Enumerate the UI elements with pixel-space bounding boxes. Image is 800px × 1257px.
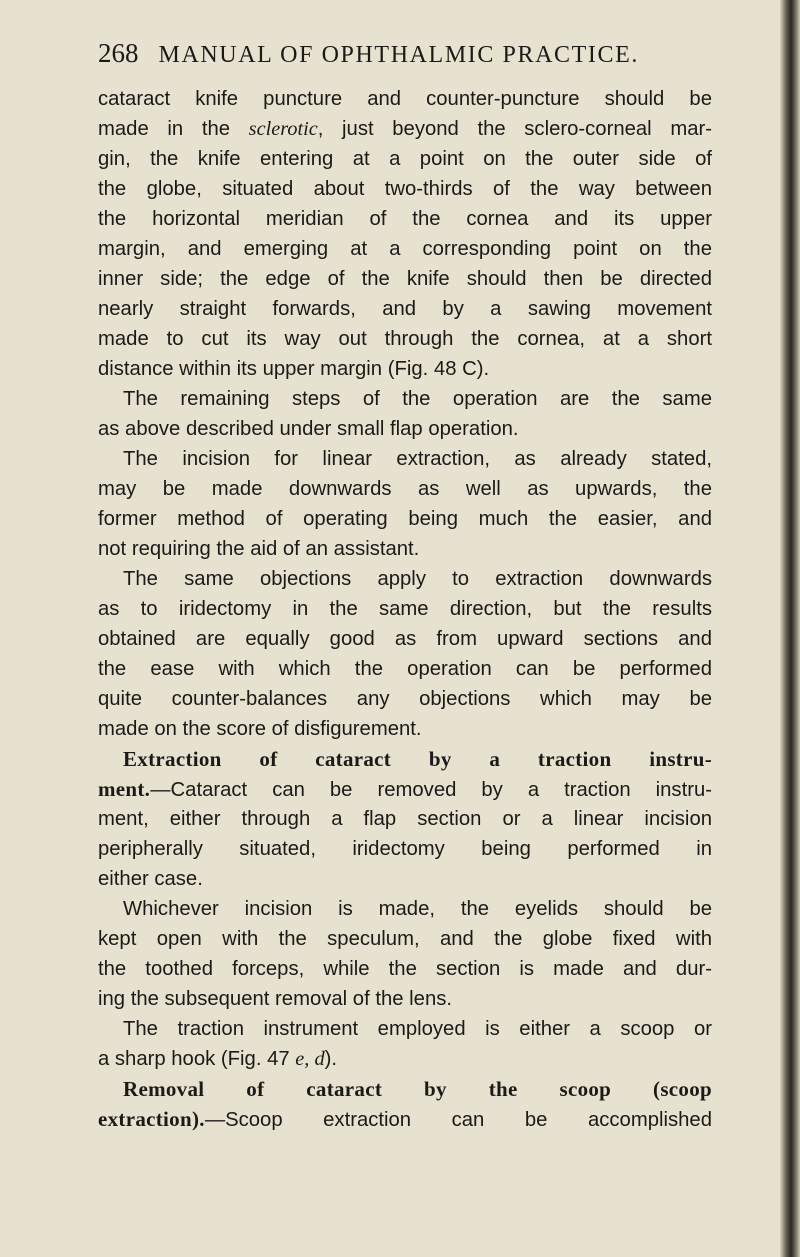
text-line: the globe, situated about two-thirds of the way between <box>98 178 712 200</box>
text-line: a sharp hook (Fig. 47 e, d). <box>98 1048 337 1070</box>
text-line: The same objections apply to extraction downwards <box>123 568 712 590</box>
text-line: peripherally situated, iridectomy being performed in <box>98 838 712 860</box>
text-line: ment, either through a flap section or a linear incision <box>98 808 712 830</box>
section-heading: Removal of cataract by the scoop (scoop <box>123 1077 712 1101</box>
text-line: The traction instrument employed is either a scoop or <box>123 1018 712 1040</box>
italic-term: sclerotic <box>248 118 318 140</box>
text-line: The remaining steps of the operation are the same <box>123 388 712 410</box>
text-line: the ease with which the operation can be performed <box>98 658 712 680</box>
text-line: not requiring the aid of an assistant. <box>98 538 420 560</box>
text-line: made on the score of disfigurement. <box>98 718 422 740</box>
text-line: obtained are equally good as from upward sections and <box>98 628 712 650</box>
text-line: extraction).—Scoop extraction can be accomplished <box>98 1107 712 1131</box>
page-number: 268 <box>98 38 139 68</box>
text-line: distance within its upper margin (Fig. 48 C). <box>98 358 490 380</box>
page-header <box>98 38 718 78</box>
text-line: made in the sclerotic, just beyond the sclero-corneal mar- <box>98 118 712 140</box>
text-line: gin, the knife entering at a point on the outer side of <box>98 148 712 170</box>
text-line: the toothed forceps, while the section is made and dur- <box>98 958 712 980</box>
text-line: ing the subsequent removal of the lens. <box>98 988 453 1010</box>
text-line: ment.—Cataract can be removed by a traction instru- <box>98 777 712 801</box>
text-line: as above described under small flap operation. <box>98 418 519 440</box>
italic-term: e, d <box>295 1048 325 1070</box>
text-line: inner side; the edge of the knife should then be directed <box>98 268 712 290</box>
text-line: kept open with the speculum, and the globe fixed with <box>98 928 712 950</box>
text-line: as to iridectomy in the same direction, but the results <box>98 598 712 620</box>
text-line: made to cut its way out through the cornea, at a short <box>98 328 712 350</box>
text-line: may be made downwards as well as upwards, the <box>98 478 712 500</box>
section-heading: Extraction of cataract by a traction instru- <box>123 747 712 771</box>
book-spine-edge <box>780 0 800 1257</box>
text-line: quite counter-balances any objections which may be <box>98 688 712 710</box>
text-line: former method of operating being much the easier, and <box>98 508 712 530</box>
text-line: The incision for linear extraction, as already stated, <box>123 448 712 470</box>
text-line: the horizontal meridian of the cornea and its upper <box>98 208 712 230</box>
text-line: cataract knife puncture and counter-puncture should be <box>98 88 712 110</box>
text-line: nearly straight forwards, and by a sawing movement <box>98 298 712 320</box>
text-line: Whichever incision is made, the eyelids should be <box>123 898 712 920</box>
text-line: margin, and emerging at a corresponding point on the <box>98 238 712 260</box>
running-title: MANUAL OF OPHTHALMIC PRACTICE. <box>158 42 639 68</box>
text-line: either case. <box>98 868 203 890</box>
